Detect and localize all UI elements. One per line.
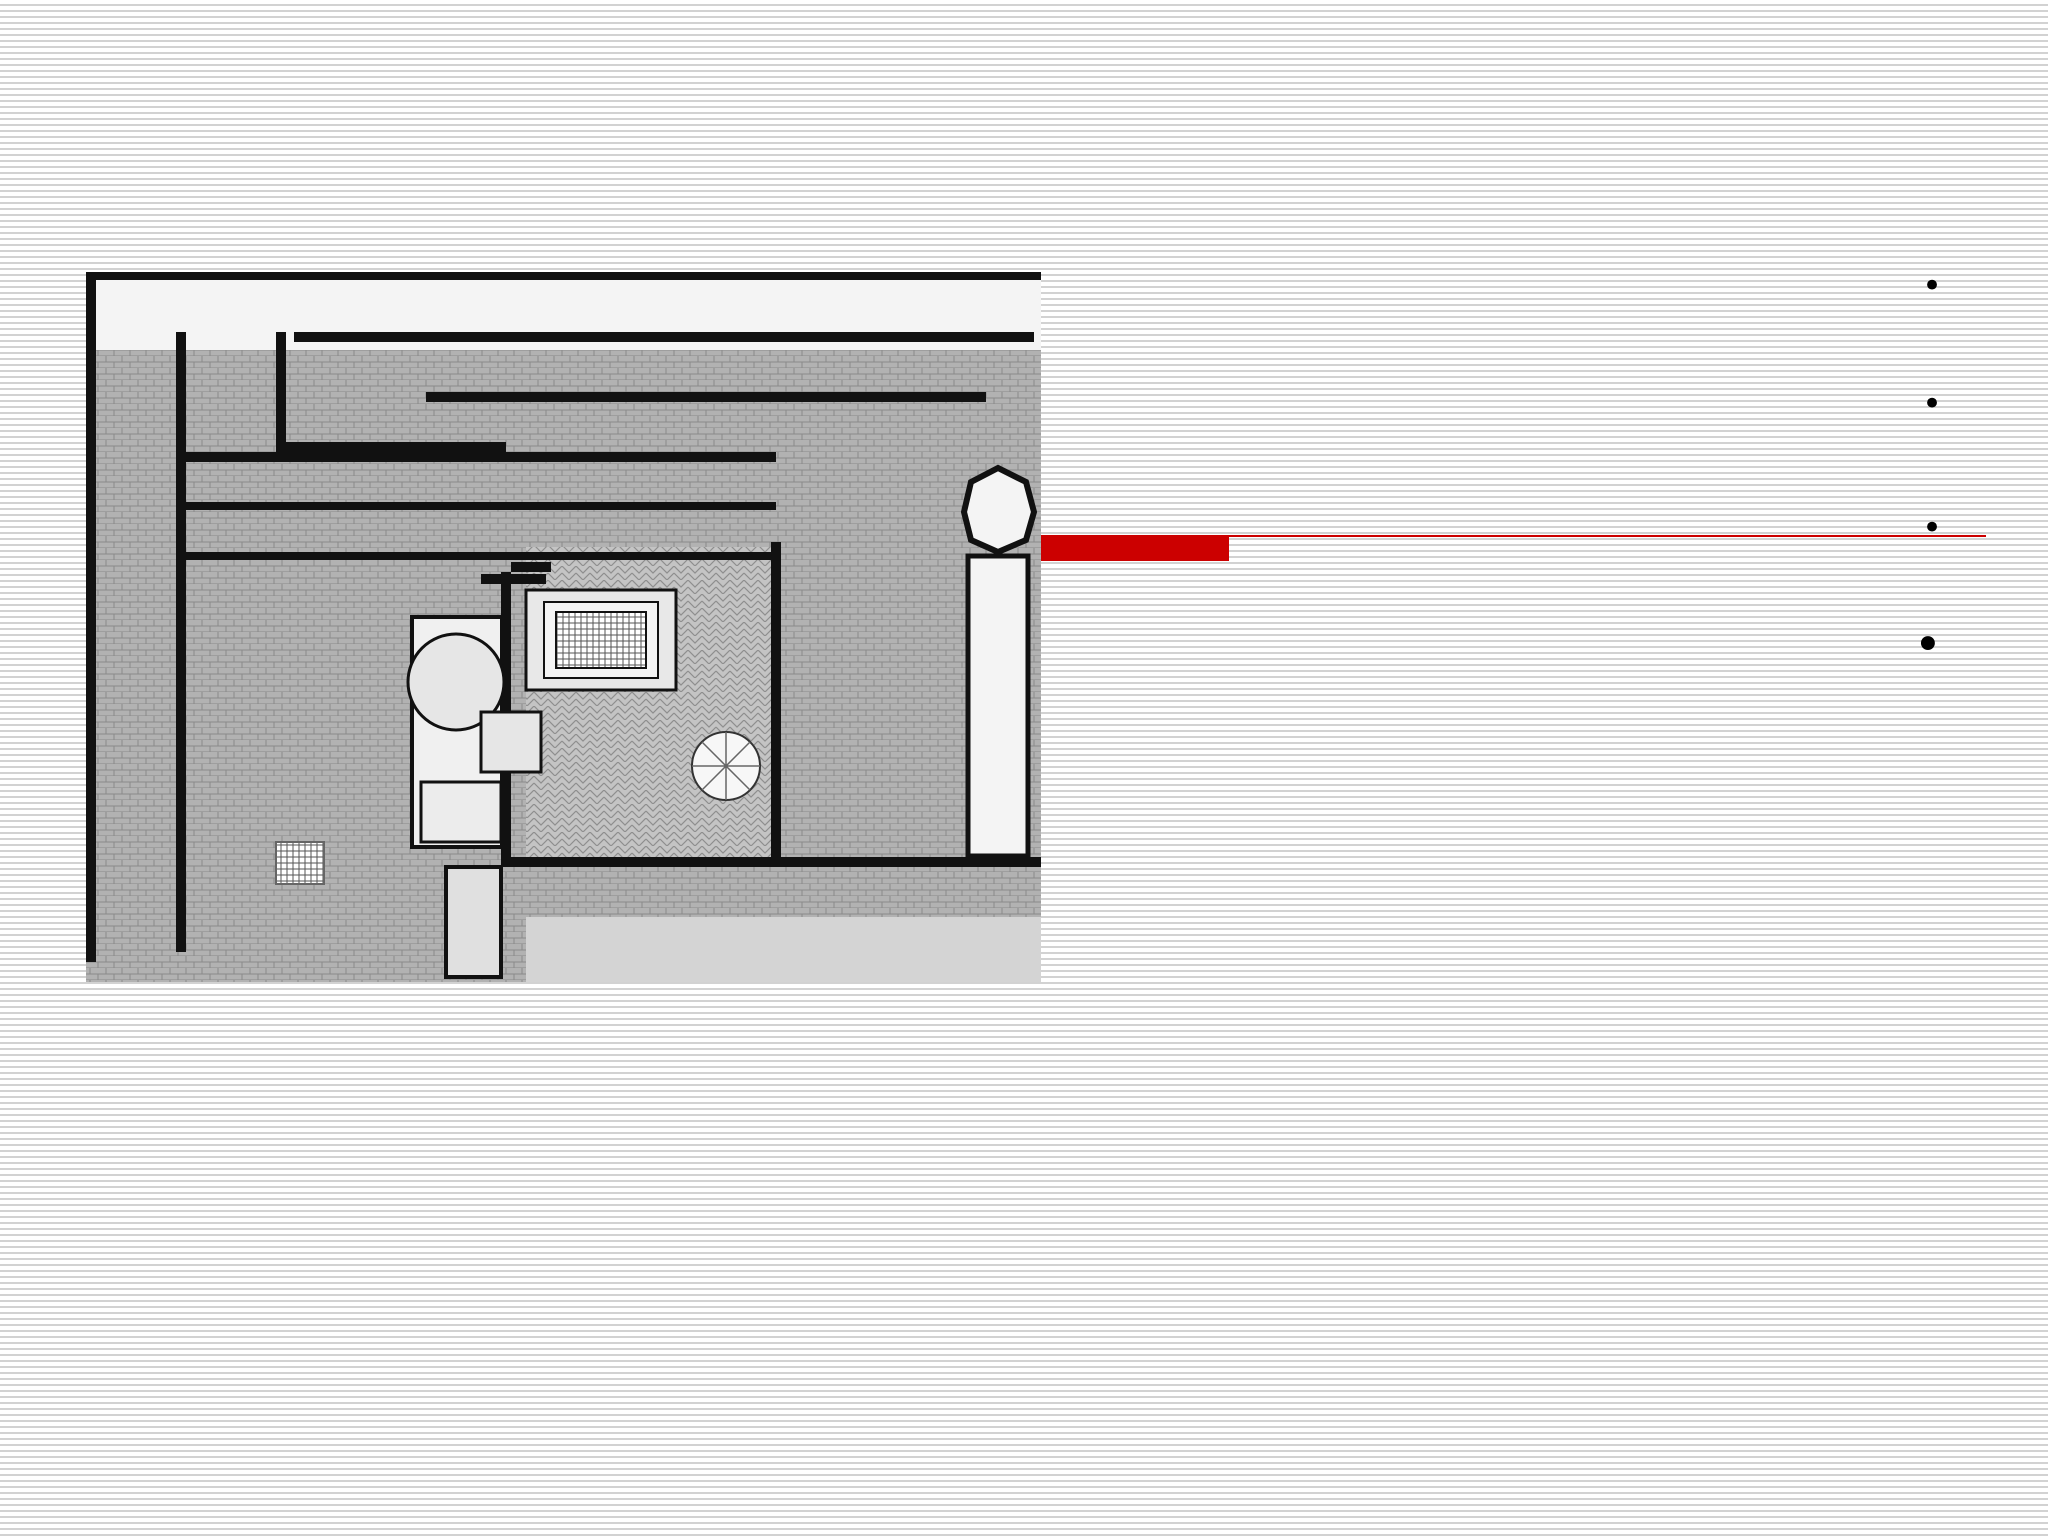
bullet-icon: • <box>1913 617 1942 673</box>
bullet-icon: • <box>1921 508 1942 548</box>
accent-bar <box>1041 535 1229 561</box>
region-name-item <box>1908 490 1942 560</box>
center-name-item <box>1908 366 1942 436</box>
ground-floor-plan <box>86 272 1041 982</box>
architect-name-item <box>1908 248 1942 318</box>
bullet-icon: • <box>1921 266 1942 306</box>
bullet-icon: • <box>1921 384 1942 424</box>
plan-description-heading <box>1900 610 1942 680</box>
